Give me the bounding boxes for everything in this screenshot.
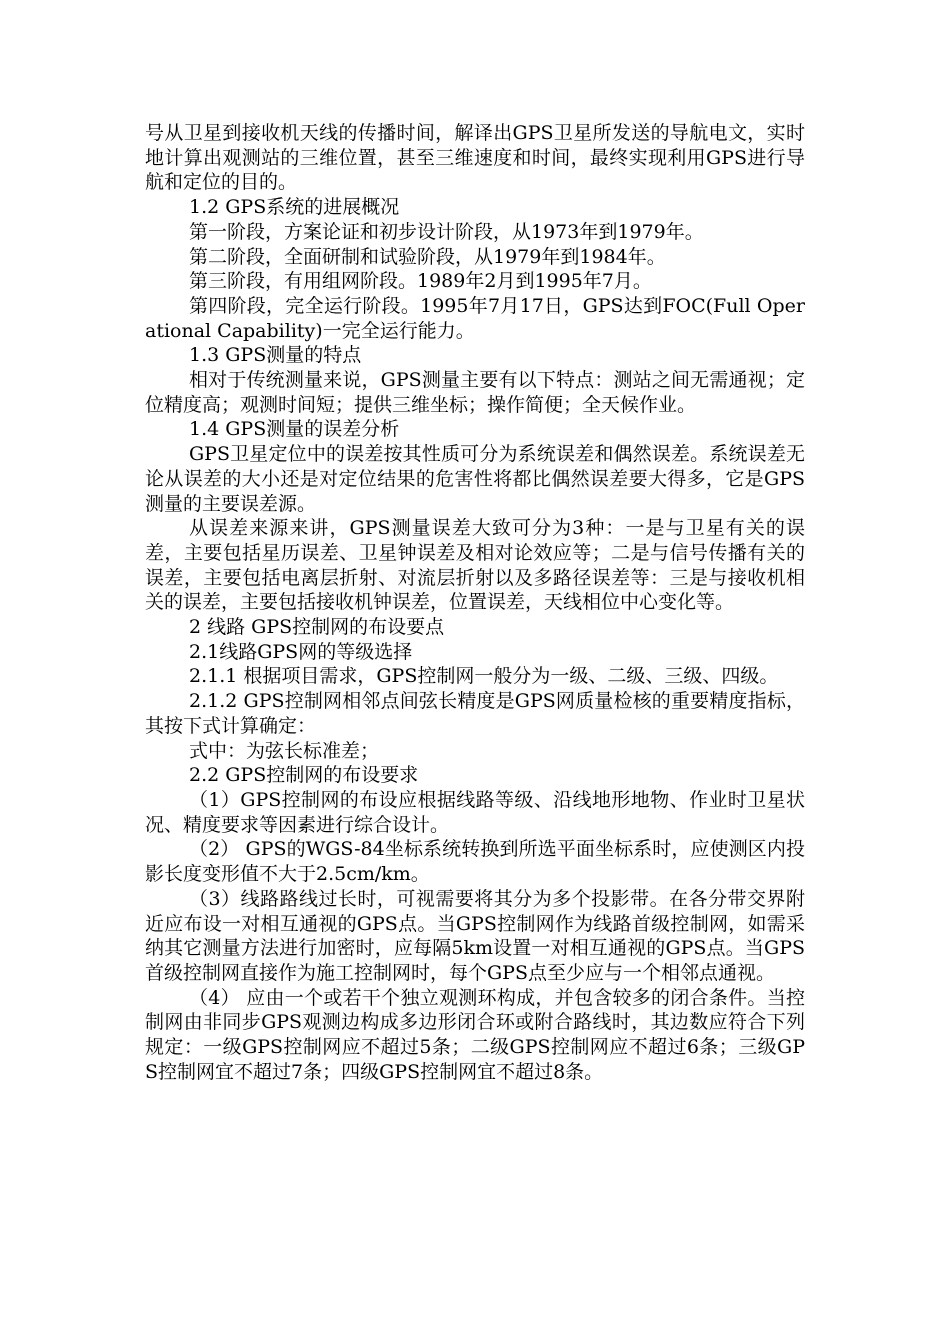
- section-heading-2-1: 2.1线路GPS网的等级选择: [189, 640, 413, 663]
- paragraph-2-1-2: 2.1.2 GPS控制网相邻点间弦长精度是GPS网质量检核的重要精度指标，其按下式计算确定：: [145, 690, 805, 737]
- paragraph-requirement-4: （4） 应由一个或若干个独立观测环构成，并包含较多的闭合条件。当控制网由非同步GPS观测边构成多边形闭合环或附合路线时，其边数应符合下列规定：一级GPS控制网应不超过5条；二级GPS控制网应不超过6条；三级GPS控制网宜不超过7条；四级GPS控制网宜不超过8条。: [145, 986, 805, 1083]
- paragraph-error-sources: 从误差来源来讲，GPS测量误差大致可分为3种：一是与卫星有关的误差，主要包括星历误差、卫星钟误差及相对论效应等；二是与信号传播有关的误差，主要包括电离层折射、对流层折射以及多路径误差等：三是与接收机相关的误差，主要包括接收机钟误差，位置误差，天线相位中心变化等。: [145, 517, 805, 614]
- paragraph-formula-note: 式中：为弦长标准差；: [189, 739, 380, 762]
- paragraph-requirement-2: （2） GPS的WGS-84坐标系统转换到所选平面坐标系时，应使测区内投影长度变形值不大于2.5cm/km。: [145, 838, 805, 886]
- paragraph-1: 号从卫星到接收机天线的传播时间，解译出GPS卫星所发送的导航电文，实时地计算出观测站的三维位置，甚至三维速度和时间，最终实现利用GPS进行导航和定位的目的。: [145, 122, 805, 194]
- paragraph-requirement-1: （1）GPS控制网的布设应根据线路等级、沿线地形地物、作业时卫星状况、精度要求等因素进行综合设计。: [145, 788, 805, 836]
- paragraph-stage-3: 第三阶段，有用组网阶段。1989年2月到1995年7月。: [189, 270, 652, 293]
- paragraph-error-types: GPS卫星定位中的误差按其性质可分为系统误差和偶然误差。系统误差无论从误差的大小还是对定位结果的危害性将都比偶然误差要大得多，它是GPS测量的主要误差源。: [145, 443, 805, 515]
- paragraph-stage-2: 第二阶段，全面研制和试验阶段，从1979年到1984年。: [189, 245, 666, 268]
- paragraph-stage-1: 第一阶段，方案论证和初步设计阶段，从1973年到1979年。: [189, 220, 704, 243]
- paragraph-2-1-1: 2.1.1 根据项目需求，GPS控制网一般分为一级、二级、三级、四级。: [189, 665, 779, 688]
- paragraph-stage-4: 第四阶段，完全运行阶段。1995年7月17日，GPS达到FOC(Full Operational Capability)一完全运行能力。: [145, 294, 805, 342]
- section-heading-1-4: 1.4 GPS测量的误差分析: [189, 418, 400, 441]
- section-heading-2-2: 2.2 GPS控制网的布设要求: [189, 764, 419, 787]
- paragraph-requirement-3: （3）线路路线过长时，可视需要将其分为多个投影带。在各分带交界附近应布设一对相互通视的GPS点。当GPS控制网作为线路首级控制网，如需采纳其它测量方法进行加密时，应每隔5km设置一对相互通视的GPS点。当GPS首级控制网直接作为施工控制网时，每个GPS点至少应与一个相邻点通视。: [145, 887, 805, 984]
- section-heading-2: 2 线路 GPS控制网的布设要点: [189, 616, 445, 639]
- document-body: [145, 121, 805, 1084]
- section-heading-1-2: 1.2 GPS系统的进展概况: [189, 196, 400, 219]
- section-heading-1-3: 1.3 GPS测量的特点: [189, 344, 362, 367]
- paragraph-features: 相对于传统测量来说，GPS测量主要有以下特点：测站之间无需通视；定位精度高；观测时间短；提供三维坐标；操作简便；全天候作业。: [145, 369, 805, 416]
